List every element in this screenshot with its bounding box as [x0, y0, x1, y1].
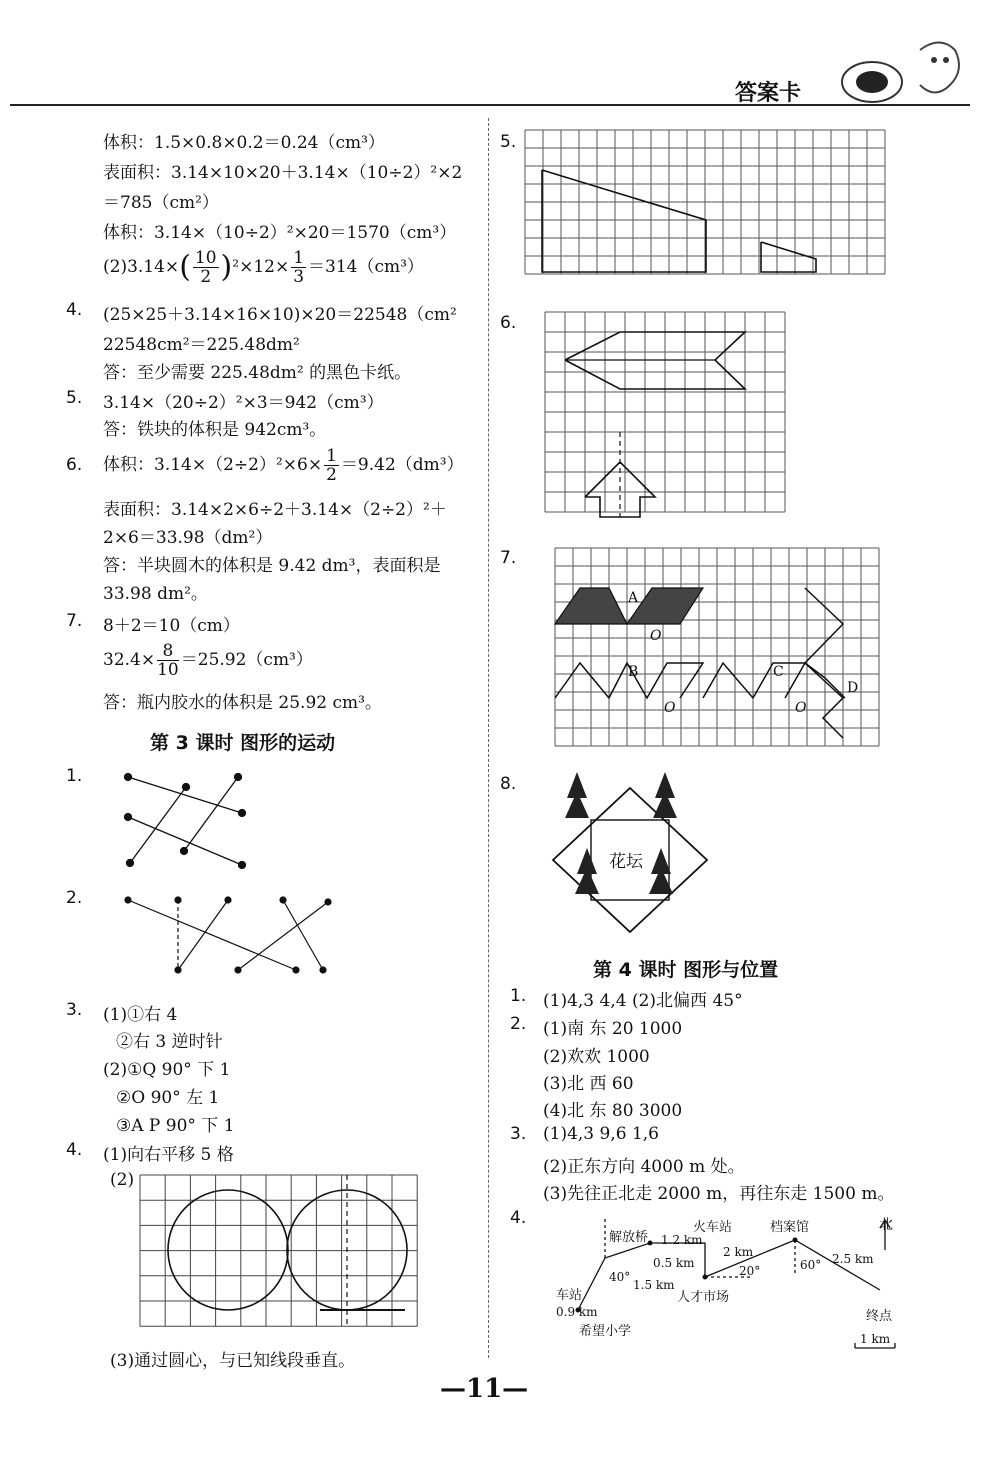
denominator: 2 — [326, 465, 337, 485]
grid-figure-6 — [545, 312, 785, 518]
text: ＝9.42（dm³） — [340, 455, 464, 475]
numerator: 8 — [157, 642, 179, 661]
text: 体积：3.14×（2÷2）²×6× — [103, 455, 323, 475]
question-number: 4. — [66, 1140, 83, 1160]
denominator: 3 — [293, 267, 305, 287]
paren: ) — [220, 249, 233, 285]
text: ＝25.92（cm³） — [180, 650, 313, 670]
text: (2)3.14× — [103, 257, 180, 277]
text-line: 3.14×（20÷2）²×3＝942（cm³） — [103, 393, 384, 413]
question-number: 5. — [66, 388, 83, 408]
question-number: 7. — [500, 548, 517, 568]
text-line: (3)通过圆心，与已知线段垂直。 — [110, 1351, 356, 1371]
map-label-danganguan: 档案馆 — [770, 1220, 810, 1235]
circle-grid-figure — [140, 1175, 440, 1327]
flowerbed-label: 花坛 — [609, 852, 643, 872]
map-angle: 60° — [800, 1258, 822, 1272]
text-line: 33.98 dm²。 — [103, 584, 208, 604]
formula-line — [103, 443, 464, 487]
text-line: (2)①Q 90° 下 1 — [103, 1060, 231, 1080]
question-number: 2. — [510, 1014, 527, 1034]
map-label-huochezhan: 火车站 — [693, 1220, 733, 1235]
header-title: 答案卡 — [735, 81, 802, 106]
column-separator — [488, 118, 489, 1358]
matching-lines-figure-1 — [110, 765, 260, 875]
paren: ( — [179, 249, 191, 285]
label-a: A — [628, 590, 639, 606]
text-line: (3)北 西 60 — [543, 1074, 634, 1094]
numerator: 1 — [326, 446, 337, 466]
text-line: (3)先往正北走 2000 m，再往东走 1500 m。 — [543, 1184, 895, 1204]
text-line: 8＋2＝10（cm） — [103, 616, 240, 636]
question-number: 4. — [510, 1208, 527, 1228]
formula-line — [103, 245, 424, 289]
map-label-xiwangxiaoxue: 希望小学 — [579, 1324, 632, 1339]
question-number: 2. — [66, 888, 83, 908]
label-o: O — [650, 628, 662, 644]
text-line: (25×25＋3.14×16×10)×20＝22548（cm² — [103, 305, 457, 325]
formula-line — [103, 638, 313, 682]
fraction — [324, 447, 339, 484]
text-line: (2) — [110, 1170, 135, 1190]
map-label-zhongdian: 终点 — [866, 1309, 893, 1324]
label-d: D — [847, 680, 859, 696]
text-line: 答：半块圆木的体积是 9.42 dm³，表面积是 — [103, 556, 441, 576]
map-label-north: 北 — [879, 1217, 893, 1233]
numerator: 10 — [194, 248, 217, 268]
text-line: 答：铁块的体积是 942cm³。 — [103, 420, 327, 440]
label-c: C — [773, 664, 784, 680]
text-line: (1)①右 4 — [103, 1005, 178, 1025]
mascot-logo-icon — [830, 30, 980, 108]
label-b: B — [628, 664, 639, 680]
text-line: (1)向右平移 5 格 — [103, 1145, 234, 1165]
map-distance: 2.5 km — [832, 1252, 874, 1266]
text-line: (1)南 东 20 1000 — [543, 1019, 683, 1039]
text: 32.4× — [103, 650, 156, 670]
text-line: 表面积：3.14×10×20＋3.14×（10÷2）²×2 — [103, 163, 463, 183]
denominator: 2 — [200, 267, 212, 287]
map-angle: 20° — [739, 1264, 761, 1278]
text-line: ②O 90° 左 1 — [116, 1088, 220, 1108]
question-number: 1. — [66, 766, 83, 786]
text-line: 22548cm²＝225.48dm² — [103, 335, 300, 355]
map-distance: 0.5 km — [653, 1256, 695, 1270]
map-distance: 0.9 km — [556, 1305, 598, 1319]
question-number: 4. — [66, 300, 83, 320]
question-number: 6. — [66, 455, 83, 475]
question-number: 3. — [510, 1124, 527, 1144]
fraction — [291, 249, 306, 286]
text-line: 2×6＝33.98（dm²） — [103, 528, 273, 548]
text-line: ＝785（cm²） — [103, 193, 219, 213]
text-line: 表面积：3.14×2×6÷2＋3.14×（2÷2）²＋ — [103, 500, 447, 520]
question-number: 7. — [66, 611, 83, 631]
text-line: 答：至少需要 225.48dm² 的黑色卡纸。 — [103, 363, 412, 383]
map-angle: 40° — [609, 1270, 631, 1284]
fraction — [193, 249, 219, 286]
map-scale: 1 km — [860, 1332, 891, 1346]
map-label-jiefangqiao: 解放桥 — [609, 1230, 649, 1245]
text-line: (1)4,3 4,4 (2)北偏西 45° — [543, 991, 743, 1011]
map-distance: 2 km — [723, 1245, 754, 1259]
grid-figure-7 — [555, 548, 885, 756]
text: ＝314（cm³） — [308, 257, 424, 277]
text-line: 体积：1.5×0.8×0.2＝0.24（cm³） — [103, 133, 385, 153]
map-distance: 1.5 km — [633, 1278, 675, 1292]
question-number: 6. — [500, 313, 517, 333]
text-line: ③A P 90° 下 1 — [116, 1116, 235, 1136]
page-number: —11— — [440, 1374, 529, 1404]
map-label-rencaishichang: 人才市场 — [677, 1290, 730, 1305]
section-title: 第 3 课时 图形的运动 — [150, 732, 336, 754]
text-line: (4)北 东 80 3000 — [543, 1101, 683, 1121]
numerator: 1 — [293, 248, 305, 268]
question-number: 3. — [66, 1000, 83, 1020]
map-distance: 1.2 km — [661, 1233, 703, 1247]
matching-lines-figure-2 — [118, 890, 348, 980]
text-line: 答：瓶内胶水的体积是 25.92 cm³。 — [103, 693, 382, 713]
denominator: 10 — [157, 660, 179, 680]
header-rule — [10, 104, 970, 106]
question-number: 1. — [510, 986, 527, 1006]
question-number: 8. — [500, 774, 517, 794]
fraction — [157, 642, 179, 679]
map-label-chezhan: 车站 — [556, 1288, 583, 1303]
text-line: (1)4,3 9,6 1,6 — [543, 1124, 659, 1144]
question-number: 5. — [500, 132, 517, 152]
section-title: 第 4 课时 图形与位置 — [593, 959, 779, 981]
text-line: (2)欢欢 1000 — [543, 1047, 650, 1067]
label-o: O — [795, 700, 807, 716]
grid-figure-5 — [525, 130, 887, 282]
text-line: ②右 3 逆时针 — [116, 1032, 223, 1052]
text: ²×12× — [232, 257, 290, 277]
text-line: 体积：3.14×（10÷2）²×20＝1570（cm³） — [103, 223, 457, 243]
text-line: (2)正东方向 4000 m 处。 — [543, 1157, 745, 1177]
label-o: O — [664, 700, 676, 716]
